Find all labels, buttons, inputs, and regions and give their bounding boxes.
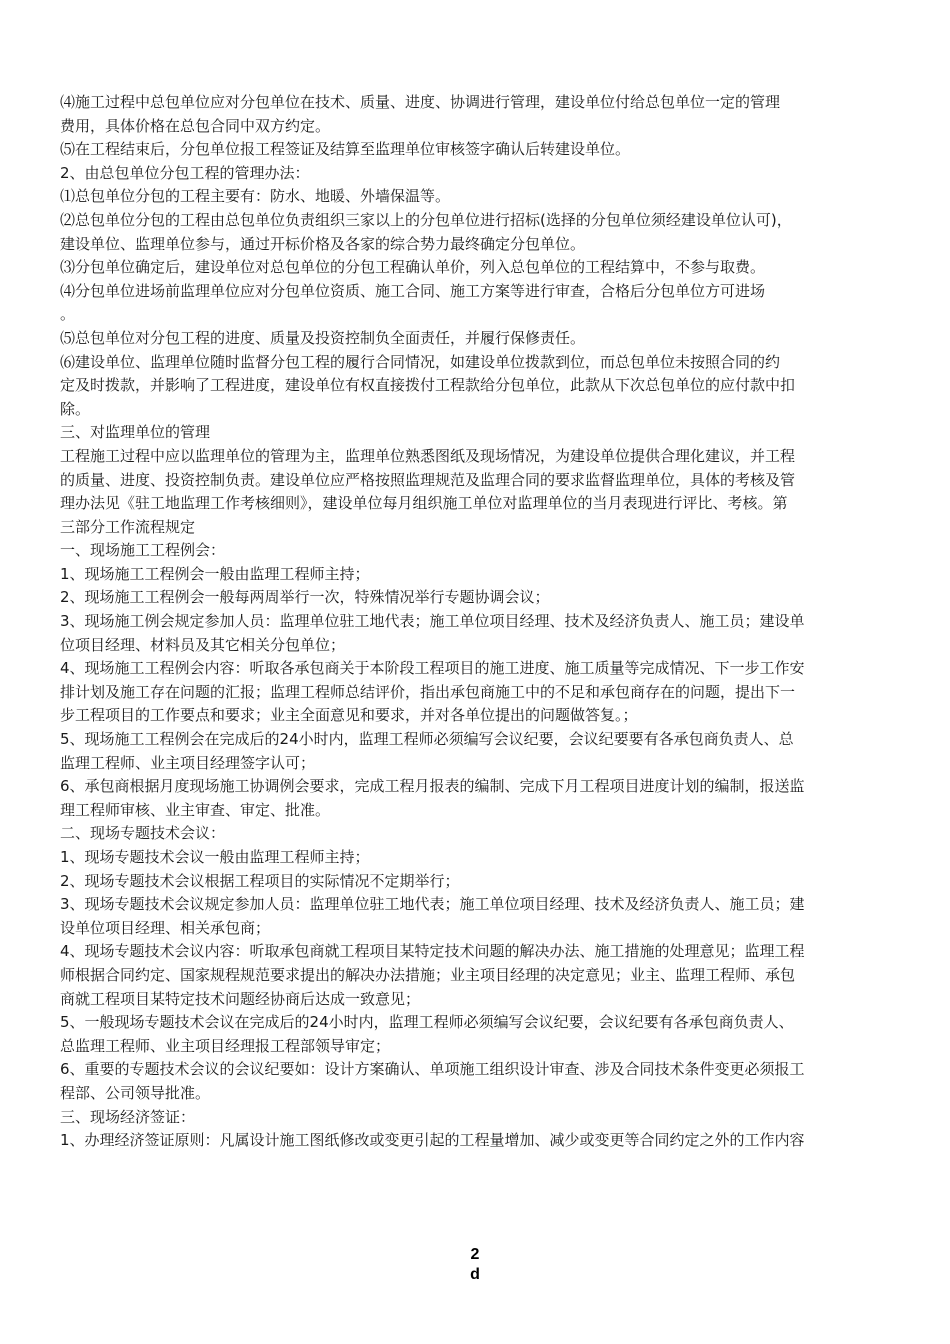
text-line: 工程施工过程中应以监理单位的管理为主，监理单位熟悉图纸及现场情况，为建设单位提供合理化建议，并工程 xyxy=(60,446,796,465)
page-number-line-2: d xyxy=(470,1266,480,1283)
text-line: 建设单位、监理单位参与，通过开标价格及各家的综合势力最终确定分包单位。 xyxy=(60,234,586,253)
text-line: 。 xyxy=(60,305,76,324)
text-line: 师根据合同约定、国家规程规范要求提出的解决办法措施；业主项目经理的决定意见；业主、监理工程师、承包 xyxy=(60,965,796,984)
text-line: ⑴总包单位分包的工程主要有：防水、地暖、外墙保温等。 xyxy=(60,187,451,206)
text-line: 2、现场专题技术会议根据工程项目的实际情况不定期举行； xyxy=(60,871,460,890)
text-line: ⑵总包单位分包的工程由总包单位负责组织三家以上的分包单位进行招标(选择的分包单位须经建设单位认可)， xyxy=(60,210,792,229)
text-line: 1、现场施工工程例会一般由监理工程师主持； xyxy=(60,564,370,583)
text-line: 的质量、进度、投资控制负责。建设单位应严格按照监理规范及监理合同的要求监督监理单位，具体的考核及管 xyxy=(60,470,796,489)
text-line: 程部、公司领导批准。 xyxy=(60,1083,211,1102)
document-body xyxy=(60,91,902,1153)
text-line: 2、由总包单位分包工程的管理办法： xyxy=(60,163,310,182)
text-line: 3、现场施工例会规定参加人员：监理单位驻工地代表；施工单位项目经理、技术及经济负责人、施工员；建设单 xyxy=(60,612,805,631)
text-line: 1、办理经济签证原则：凡属设计施工图纸修改或变更引起的工程量增加、减少或变更等合同约定之外的工作内容 xyxy=(60,1131,805,1150)
text-line: 4、现场专题技术会议内容：听取承包商就工程项目某特定技术问题的解决办法、施工措施的处理意见；监理工程 xyxy=(60,942,805,961)
text-line: ⑹建设单位、监理单位随时监督分包工程的履行合同情况，如建设单位拨款到位，而总包单位未按照合同的约 xyxy=(60,352,781,371)
text-line: 设单位项目经理、相关承包商； xyxy=(60,918,271,937)
text-line: ⑶分包单位确定后，建设单位对总包单位的分包工程确认单价，列入总包单位的工程结算中，不参与取费。 xyxy=(60,258,766,277)
text-line: ⑷分包单位进场前监理单位应对分包单位资质、施工合同、施工方案等进行审查，合格后分包单位方可进场 xyxy=(60,281,766,300)
text-line: 费用，具体价格在总包合同中双方约定。 xyxy=(60,116,331,135)
text-line: 理办法见《驻工地监理工作考核细则》，建设单位每月组织施工单位对监理单位的当月表现进行评比、考核。第 xyxy=(60,494,788,513)
text-line: 5、现场施工工程例会在完成后的24小时内，监理工程师必须编写会议纪要，会议纪要要有各承包商负责人、总 xyxy=(60,730,794,749)
page-number xyxy=(455,1245,495,1285)
text-line: 监理工程师、业主项目经理签字认可； xyxy=(60,753,316,772)
text-line: 排计划及施工存在问题的汇报；监理工程师总结评价，指出承包商施工中的不足和承包商存在的问题，提出下一 xyxy=(60,682,796,701)
text-line: 商就工程项目某特定技术问题经协商后达成一致意见； xyxy=(60,989,421,1008)
text-line: 步工程项目的工作要点和要求；业主全面意见和要求，并对各单位提出的问题做答复。； xyxy=(60,706,638,725)
text-line: 3、现场专题技术会议规定参加人员：监理单位驻工地代表；施工单位项目经理、技术及经济负责人、施工员；建 xyxy=(60,895,805,914)
text-line: 理工程师审核、业主审查、审定、批准。 xyxy=(60,800,331,819)
text-line: 4、现场施工工程例会内容：听取各承包商关于本阶段工程项目的施工进度、施工质量等完成情况、下一步工作安 xyxy=(60,659,805,678)
text-line: 位项目经理、材料员及其它相关分包单位； xyxy=(60,635,346,654)
text-line: 三部分工作流程规定 xyxy=(60,517,196,536)
page-number-line-1: 2 xyxy=(470,1246,480,1263)
text-line: 5、一般现场专题技术会议在完成后的24小时内，监理工程师必须编写会议纪要，会议纪要有各承包商负责人、 xyxy=(60,1013,794,1032)
text-line: 2、现场施工工程例会一般每两周举行一次，特殊情况举行专题协调会议； xyxy=(60,588,550,607)
text-line: ⑷施工过程中总包单位应对分包单位在技术、质量、进度、协调进行管理，建设单位付给总包单位一定的管理 xyxy=(60,93,781,111)
text-line: ⑸总包单位对分包工程的进度、质量及投资控制负全面责任，并履行保修责任。 xyxy=(60,328,586,347)
text-line: 除。 xyxy=(60,399,91,418)
text-line: 总监理工程师、业主项目经理报工程部领导审定； xyxy=(60,1036,391,1055)
text-line: 三、对监理单位的管理 xyxy=(60,423,211,442)
text-line: 一、现场施工工程例会： xyxy=(60,541,226,560)
text-line: 三、现场经济签证： xyxy=(60,1107,196,1126)
text-line: 1、现场专题技术会议一般由监理工程师主持； xyxy=(60,848,370,866)
text-line: 6、重要的专题技术会议的会议纪要如：设计方案确认、单项施工组织设计审查、涉及合同技术条件变更必须报工 xyxy=(60,1060,805,1079)
text-line: ⑸在工程结束后，分包单位报工程签证及结算至监理单位审核签字确认后转建设单位。 xyxy=(60,140,631,159)
text-line: 二、现场专题技术会议： xyxy=(60,824,226,843)
text-line: 6、承包商根据月度现场施工协调例会要求，完成工程月报表的编制、完成下月工程项目进度计划的编制，报送监 xyxy=(60,777,805,796)
text-line: 定及时拨款，并影响了工程进度，建设单位有权直接拨付工程款给分包单位，此款从下次总包单位的应付款中扣 xyxy=(60,376,796,395)
